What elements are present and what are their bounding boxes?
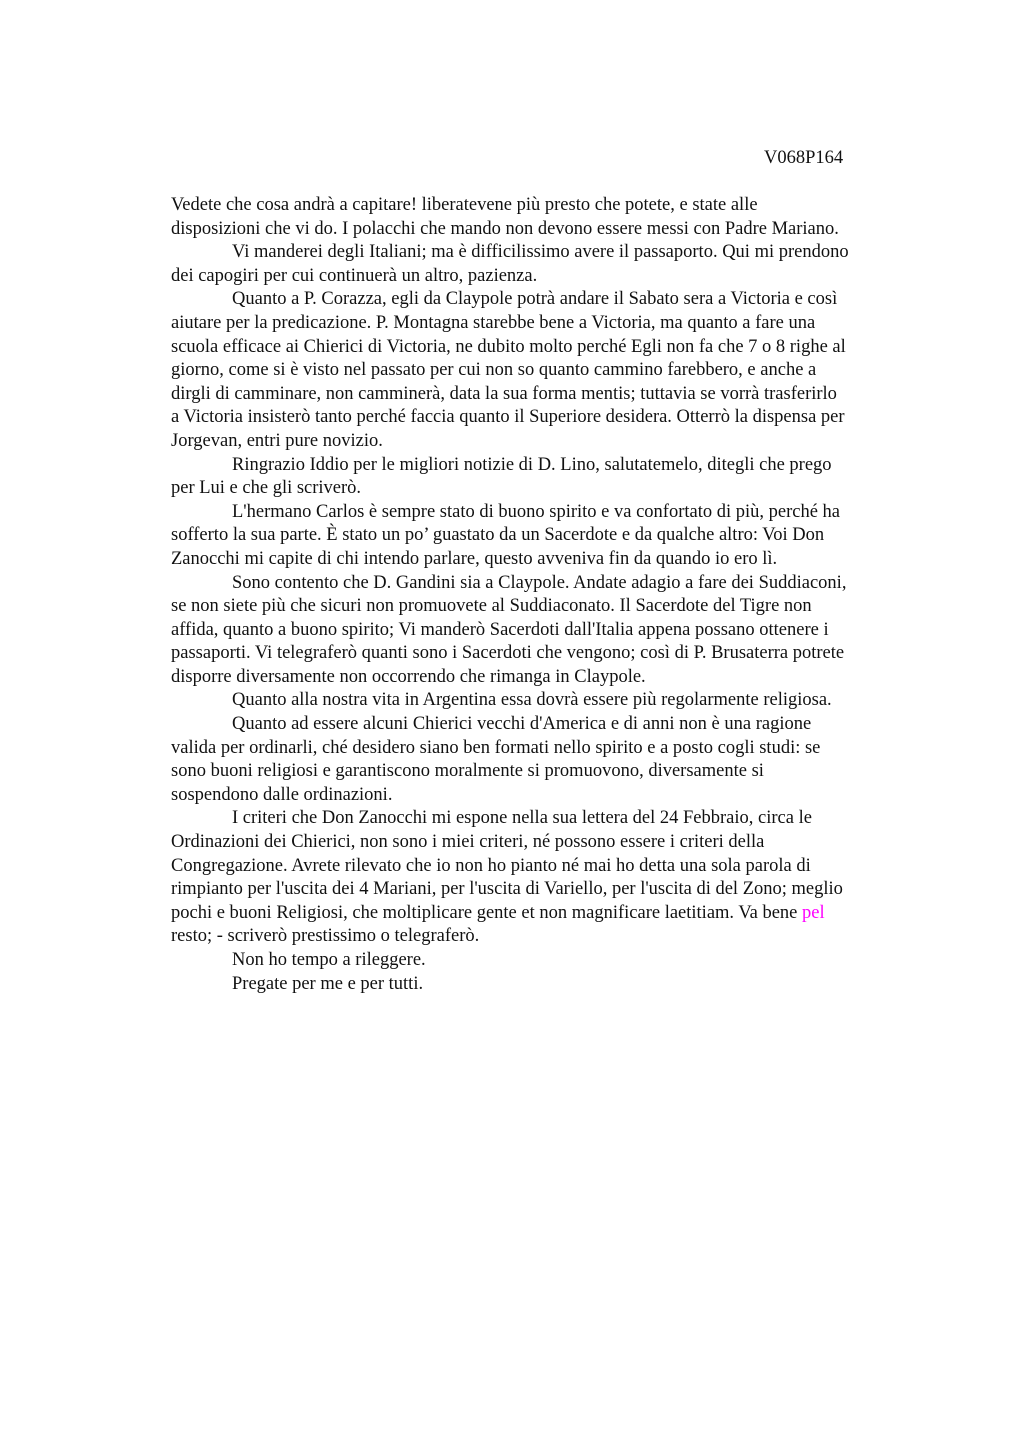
page-reference: V068P164 xyxy=(764,148,844,168)
closing-line: Non ho tempo a rileggere. xyxy=(232,950,426,970)
paragraph: Quanto alla nostra vita in Argentina essa dovrà essere più regolarmente religiosa. xyxy=(232,690,832,711)
criteria-paragraph xyxy=(171,807,931,949)
criteria-text-after: resto; - scriverò prestissimo o telegraferò. xyxy=(171,926,480,947)
paragraph: Quanto ad essere alcuni Chierici vecchi d'America e di anni non è una ragione valida per ordinarli, ché desidero siano ben formati nello spirito e a posto cogli studi: se sono buoni religiosi e garantiscono moralmente si promuovono, diversamente si sospendono dalle ordinazioni. xyxy=(171,714,821,805)
paragraph: Quanto a P. Corazza, egli da Claypole potrà andare il Sabato sera a Victoria e così aiutare per la predicazione. P. Montagna starebbe bene a Victoria, ma quanto a fare una scuola efficace ai Chierici di Victoria, ne dubito molto perché Egli non fa che 7 o 8 righe al giorno, come si è visto nel passato per cui non so quanto cammino farebbero, e anche a dirgli di camminare, non camminerà, data la sua forma mentis; tuttavia se vorrà trasferirlo a Victoria insisterò tanto perché faccia quanto il Superiore desidera. Otterrò la dispensa per Jorgevan, entri pure novizio. xyxy=(171,289,846,451)
letter-body xyxy=(171,194,931,996)
criteria-text-before: I criteri che Don Zanocchi mi espone nella sua lettera del 24 Febbraio, circa le Ordinazioni dei Chierici, non sono i miei criteri, né possono essere i criteri della Congregazione. Avrete rilevato che io non ho pianto né mai ho detta una sola parola di rimpianto per l'uscita dei 4 Mariani, per l'uscita di Variello, per l'uscita di del Zono; meglio pochi e buoni Religiosi, che moltiplicare gente et non magnificare laetitiam. Va bene xyxy=(171,808,843,923)
paragraph: Vedete che cosa andrà a capitare! liberatevene più presto che potete, e state alle disposizioni che vi do. I polacchi che mando non devono essere messi con Padre Mariano. xyxy=(171,195,839,239)
highlighted-word: pel xyxy=(802,902,825,923)
paragraph: L'hermano Carlos è sempre stato di buono spirito e va confortato di più, perché ha sofferto la sua parte. È stato un po’ guastato da un Sacerdote e da qualche altro: Voi Don Zanocchi mi capite di chi intendo parlare, questo avveniva fin da quando io ero lì. xyxy=(171,501,841,569)
closing-line: Pregate per me e per tutti. xyxy=(232,973,424,994)
paragraph: Sono contento che D. Gandini sia a Claypole. Andate adagio a fare dei Suddiaconi, se non siete più che sicuri non promuovete al Suddiaconato. Il Sacerdote del Tigre non affida, quanto a buono spirito; Vi manderò Sacerdoti dall'Italia appena possano ottenere i passaporti. Vi telegraferò quanti sono i Sacerdoti che vengono; così di P. Brusaterra potrete disporre diversamente non occorrendo che rimanga in Claypole. xyxy=(171,572,847,687)
paragraph: Ringrazio Iddio per le migliori notizie di D. Lino, salutatemelo, ditegli che prego per Lui e che gli scriverò. xyxy=(171,454,832,499)
paragraph: Vi manderei degli Italiani; ma è difficilissimo avere il passaporto. Qui mi prendono dei capogiri per cui continuerà un altro, pazienza. xyxy=(171,242,849,286)
